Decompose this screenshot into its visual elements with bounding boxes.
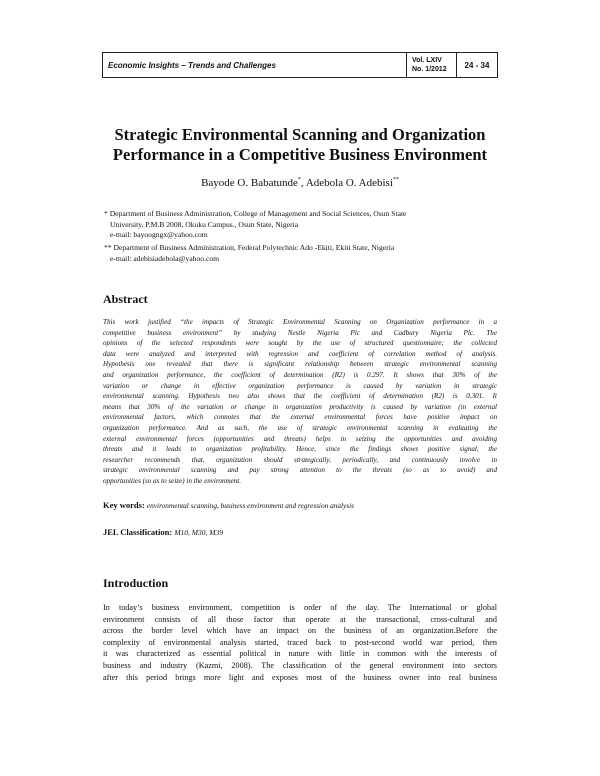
title-line-2: Performance in a Competitive Business Environment	[112, 145, 488, 164]
abstract-text	[103, 317, 497, 487]
affiliation-line: * Department of Business Administration, College of Management and Social Sciences, Osun State	[104, 209, 407, 218]
introduction-line: across the border level which have an impact on the business of an organization.Before the	[103, 626, 497, 636]
abstract-line: variation or change in effective organization performance is caused by variation in strategic	[103, 381, 497, 390]
abstract-line: external environmental forces (opportunities and threats) helps in seizing the opportunities and avoiding	[103, 434, 497, 443]
keywords	[103, 500, 354, 510]
introduction-line: In today’s business environment, competition is order of the day. The International or global	[103, 603, 497, 612]
author-1: Bayode O. Babatunde	[201, 177, 298, 189]
abstract-line: opportunities (so as to seize) in the environment.	[103, 476, 242, 485]
introduction-heading: Introduction	[103, 576, 169, 590]
jel-codes: M10, M30, M39	[174, 528, 224, 537]
abstract-line: environmental scanning. Hypothesis two also shows that the coefficient of determination (R2) is 0.301. It	[103, 392, 497, 401]
author-2-mark: **	[392, 177, 399, 183]
abstract-line: Hypothesis one revealed that there is significant relationship between strategic environmental scanning	[103, 360, 497, 369]
abstract-line: environmental factors, which connotes that the external environmental forces have positive impact on	[103, 413, 497, 422]
title-line-1: Strategic Environmental Scanning and Organization	[114, 125, 486, 144]
keywords-label: Key words:	[103, 500, 145, 510]
jel-classification	[103, 527, 223, 537]
affiliation-line: University, P.M.B 2008, Okuku Campus., Osun State, Nigeria	[110, 219, 299, 229]
introduction-line: it was characterized as essential political in nature with little in common with the interests of	[103, 649, 497, 659]
page-range: 24 - 34	[464, 60, 490, 70]
author-2: Adebola O. Adebisi	[305, 177, 393, 189]
affiliation-email: e-mail: bayoogngx@yahoo.com	[110, 230, 208, 239]
paper-title	[80, 125, 520, 165]
issue-number: No. 1/2012	[412, 66, 447, 73]
abstract-line: This work justified “the impacts of Strategic Environmental Scanning on Organization performance in a	[103, 318, 497, 326]
abstract-line: threats and it leads to organization profitability. Hence, since the findings shows positive signal, the	[103, 445, 497, 454]
abstract-line: competitive business environment” by studying Nestle Nigeria Plc and Cadbury Nigeria Plc. The	[103, 328, 497, 337]
abstract-line: strategic environmental scanning and pay strong attention to the threats (so as to avoid) and	[103, 466, 497, 475]
abstract-heading: Abstract	[103, 292, 148, 306]
keywords-text: environmental scanning, business environment and regression analysis	[146, 501, 354, 510]
author-1-mark: *	[297, 177, 301, 183]
abstract-line: opinions of the selected respondents were sought by the use of structured questionnaire; the collected	[103, 339, 497, 348]
author-separator: ,	[300, 177, 306, 189]
journal-name: Economic Insights – Trends and Challenges	[103, 53, 407, 77]
affiliation-2	[104, 243, 500, 264]
volume-info	[407, 53, 457, 77]
abstract-line: and organization performance, the coefficient of determination (R2) is 0.297. It shows that 30% of the	[103, 370, 497, 379]
introduction-line: environment consists of all those factor that operate at the transactional, cross-cultural and	[103, 614, 497, 624]
affiliation-1	[104, 209, 500, 241]
volume-number: Vol. LXIV	[412, 57, 442, 64]
introduction-line: complexity of environmental analysis started, traced back to post-second world war period, then	[103, 637, 497, 647]
abstract-line: data were analyzed and interpreted with regression and coefficient of correlation method of analysis.	[103, 349, 497, 358]
affiliation-email: e-mail: adebisiadebola@yahoo.com	[110, 253, 220, 263]
introduction-line: business and industry (Kazmi, 2008). The classification of the general environment into sectors	[103, 660, 497, 670]
abstract-line: means that 30% of the variation or change in organization productivity is caused by variation (in external	[103, 402, 497, 411]
jel-label: JEL Classification:	[103, 527, 173, 537]
author-list	[80, 177, 520, 189]
journal-header	[102, 52, 498, 78]
introduction-text	[103, 602, 497, 683]
introduction-line: after this period brings more light and exposes most of the business owner into real business	[103, 672, 497, 682]
affiliation-line: ** Department of Business Administration, Federal Polytechnic Ado -Ekiti, Ekiti State, Nigeria	[104, 243, 395, 252]
abstract-line: researcher recommends that, organization should strategically, periodically, and continuously involve in	[103, 455, 497, 464]
abstract-line: organization performance. And as such, the use of strategic environmental scanning in evaluating the	[103, 423, 497, 432]
